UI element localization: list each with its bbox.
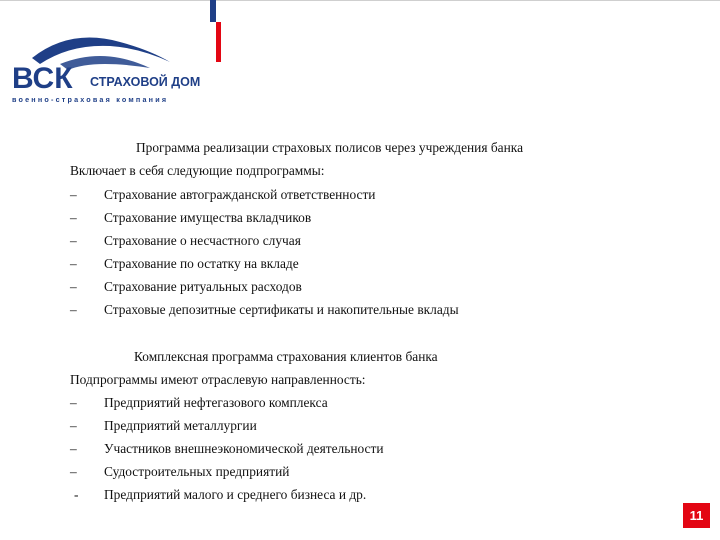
list-item-text: Предприятий металлургии	[104, 418, 257, 433]
logo-tagline: военно-страховая компания	[12, 95, 169, 104]
list-item-text: Страхование о несчастного случая	[104, 233, 301, 248]
list-marker: –	[70, 395, 77, 410]
list-item-text: Предприятий нефтегазового комплекса	[104, 395, 328, 410]
list-item-text: Предприятий малого и среднего бизнеса и др.	[104, 487, 367, 502]
list-item-text: Страхование автогражданской ответственности	[104, 187, 376, 202]
list-marker: –	[70, 233, 77, 248]
page-number-badge: 11	[683, 503, 710, 528]
list-marker: –	[70, 256, 77, 271]
section2-title: Комплексная программа страхования клиентов банка	[134, 349, 438, 364]
list-marker: –	[70, 464, 77, 479]
list-marker: –	[70, 279, 77, 294]
company-logo	[10, 30, 220, 105]
section1-intro: Включает в себя следующие подпрограммы:	[70, 163, 325, 178]
list-marker: –	[70, 302, 77, 317]
list-marker: –	[70, 418, 77, 433]
accent-bar-blue	[210, 0, 216, 22]
logo-graphic	[10, 30, 220, 105]
list-marker: -	[74, 487, 79, 502]
list-item-text: Страхование по остатку на вкладе	[104, 256, 299, 271]
list-item-text: Судостроительных предприятий	[104, 464, 290, 479]
list-item-text: Участников внешнеэкономической деятельности	[104, 441, 384, 456]
section1-title: Программа реализации страховых полисов через учреждения банка	[136, 140, 524, 155]
list-item-text: Страховые депозитные сертификаты и накопительные вклады	[104, 302, 459, 317]
top-divider	[0, 0, 720, 1]
section2-intro: Подпрограммы имеют отраслевую направленность:	[70, 372, 366, 387]
list-item-text: Страхование ритуальных расходов	[104, 279, 302, 294]
list-marker: –	[70, 210, 77, 225]
logo-name: СТРАХОВОЙ ДОМ	[90, 75, 201, 89]
list-item-text: Страхование имущества вкладчиков	[104, 210, 312, 225]
list-marker: –	[70, 441, 77, 456]
list-marker: –	[70, 187, 77, 202]
logo-abbr: ВСК	[12, 62, 73, 95]
